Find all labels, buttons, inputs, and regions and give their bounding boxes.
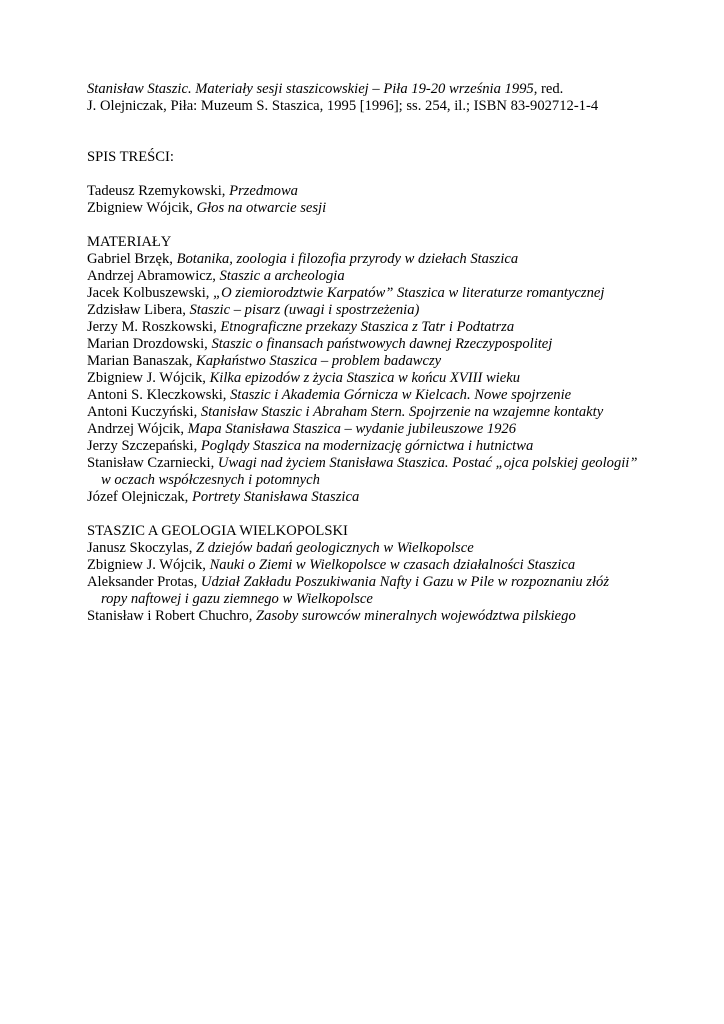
toc-entry [87, 268, 697, 285]
entry-title: Nauki o Ziemi w Wielkopolsce w czasach działalności Staszica [209, 557, 576, 573]
entry-author: Stanisław Czarniecki, [87, 455, 215, 471]
entry-author: Marian Banaszak, [87, 353, 193, 369]
entry-author: Marian Drozdowski, [87, 336, 208, 352]
citation-line-2: J. Olejniczak, Piła: Muzeum S. Staszica, 1995 [1996]; ss. 254, il.; ISBN 83-902712-1-4 [87, 98, 599, 114]
toc-entry [87, 302, 697, 319]
entry-author: Tadeusz Rzemykowski, [87, 183, 226, 199]
entry-author: Andrzej Abramowicz, [87, 268, 216, 284]
entry-author: Zbigniew J. Wójcik, [87, 370, 206, 386]
entry-title: Staszic i Akademia Górnicza w Kielcach. Nowe spojrzenie [230, 387, 572, 403]
toc-entry [87, 574, 697, 608]
entry-title: Staszic – pisarz (uwagi i spostrzeżenia) [189, 302, 420, 318]
entry-author: Stanisław i Robert Chuchro, [87, 608, 253, 624]
entry-title: Udział Zakładu Poszukiwania Nafty i Gazu w Pile w rozpoznaniu złóż [200, 574, 610, 590]
entry-author: Jerzy M. Roszkowski, [87, 319, 217, 335]
entry-title: Poglądy Staszica na modernizację górnictwa i hutnictwa [200, 438, 534, 454]
toc-entry [87, 319, 697, 336]
entry-author: Józef Olejniczak, [87, 489, 189, 505]
materials-list [87, 251, 697, 506]
entry-title: Stanisław Staszic i Abraham Stern. Spojrzenie na wzajemne kontakty [200, 404, 604, 420]
entry-title: Z dziejów badań geologicznych w Wielkopolsce [196, 540, 474, 556]
entry-author: Zdzisław Libera, [87, 302, 186, 318]
toc-entry [87, 438, 697, 455]
geology-list [87, 540, 697, 625]
section-heading-materials: MATERIAŁY [87, 234, 172, 250]
intro-list [87, 183, 697, 217]
entry-title: Głos na otwarcie sesji [196, 200, 327, 216]
toc-entry [87, 557, 697, 574]
entry-title: Zasoby surowców mineralnych województwa pilskiego [256, 608, 576, 624]
toc-entry [87, 200, 697, 217]
toc-entry [87, 489, 697, 506]
entry-title: Etnograficzne przekazy Staszica z Tatr i Podtatrza [220, 319, 515, 335]
toc-entry [87, 455, 697, 489]
entry-title-continuation: w oczach współczesnych i potomnych [101, 472, 320, 488]
entry-author: Zbigniew J. Wójcik, [87, 557, 206, 573]
toc-entry [87, 540, 697, 557]
entry-author: Gabriel Brzęk, [87, 251, 173, 267]
entry-title: Staszic o finansach państwowych dawnej Rzeczypospolitej [211, 336, 553, 352]
entry-title: „O ziemiorodztwie Karpatów” Staszica w literaturze romantycznej [213, 285, 605, 301]
entry-title: Kapłaństwo Staszica – problem badawczy [196, 353, 442, 369]
entry-author: Jerzy Szczepański, [87, 438, 198, 454]
toc-entry [87, 608, 697, 625]
toc-entry [87, 370, 697, 387]
editor-prefix: , red. [533, 81, 564, 97]
toc-entry [87, 336, 697, 353]
entry-author: Zbigniew Wójcik, [87, 200, 193, 216]
entry-author: Antoni Kuczyński, [87, 404, 198, 420]
section-heading-geology: STASZIC A GEOLOGIA WIELKOPOLSKI [87, 523, 348, 539]
entry-author: Aleksander Protas, [87, 574, 198, 590]
book-title: Stanisław Staszic. Materiały sesji staszicowskiej – Piła 19-20 września 1995 [87, 81, 534, 97]
toc-entry [87, 387, 697, 404]
entry-title: Staszic a archeologia [219, 268, 345, 284]
document-content [87, 81, 697, 625]
entry-author: Janusz Skoczylas, [87, 540, 193, 556]
toc-entry [87, 421, 697, 438]
toc-heading: SPIS TREŚCI: [87, 149, 174, 165]
entry-author: Andrzej Wójcik, [87, 421, 184, 437]
entry-title: Kilka epizodów z życia Staszica w końcu XVIII wieku [209, 370, 521, 386]
toc-entry [87, 285, 697, 302]
entry-title: Przedmowa [229, 183, 298, 199]
entry-title: Mapa Stanisława Staszica – wydanie jubileuszowe 1926 [187, 421, 517, 437]
citation-line-1 [87, 81, 697, 98]
entry-title-continuation: ropy naftowej i gazu ziemnego w Wielkopolsce [101, 591, 373, 607]
entry-title: Portrety Stanisława Staszica [191, 489, 360, 505]
toc-entry [87, 183, 697, 200]
entry-title: Botanika, zoologia i filozofia przyrody w dziełach Staszica [176, 251, 519, 267]
entry-author: Antoni S. Kleczkowski, [87, 387, 227, 403]
entry-title: Uwagi nad życiem Stanisława Staszica. Postać „ojca polskiej geologii” [217, 455, 638, 471]
toc-entry [87, 353, 697, 370]
entry-author: Jacek Kolbuszewski, [87, 285, 210, 301]
toc-entry [87, 251, 697, 268]
toc-entry [87, 404, 697, 421]
